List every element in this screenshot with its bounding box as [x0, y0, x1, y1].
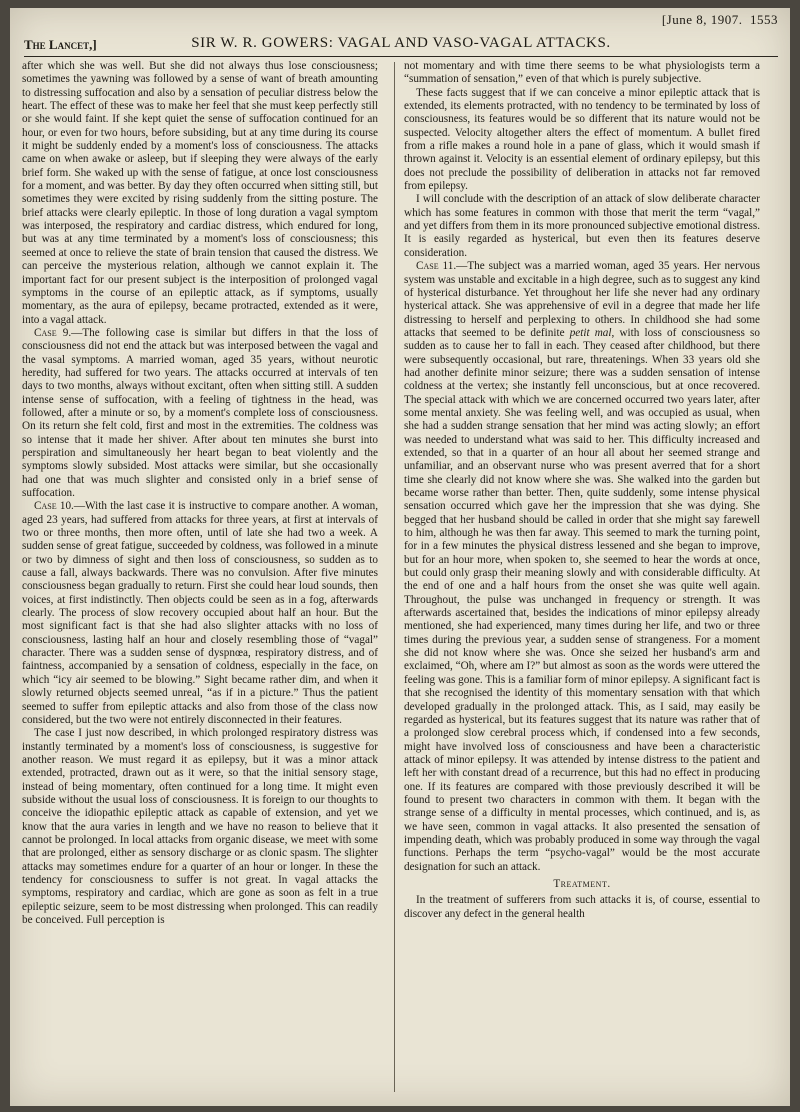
paragraph: not momentary and with time there seems to be what physiologists term a “summation of sensation,” even of that which is purely subjective.	[404, 60, 760, 86]
case-9-paragraph	[22, 327, 378, 500]
running-title: SIR W. R. GOWERS: VAGAL AND VASO-VAGAL ATTACKS.	[191, 35, 611, 51]
issue-date: [June 8, 1907.	[661, 12, 743, 27]
paragraph: I will conclude with the description of an attack of slow deliberate character which has some features in common with those that merit the term “vagal,” and yet differs from them in its more pronounced subjective emotional distress. It is easily regarded as hysterical, but even then its features deserve consideration.	[404, 193, 760, 259]
section-heading: Treatment.	[553, 877, 611, 890]
case-label: Case 9.	[34, 326, 72, 339]
right-column	[404, 60, 760, 1100]
case-label: Case 10.	[34, 500, 74, 513]
italic-term: petit mal	[569, 326, 612, 339]
paragraph: These facts suggest that if we can conceive a minor epileptic attack that is extended, its elements protracted, with no tendency to be terminated by loss of consciousness, its features would be so different that its nature would not be suspected. Velocity altogether alters the effect of momentum. A bullet fired from a rifle makes a round hole in a pane of glass, which it would smash if thrown against it. Velocity is an essential element of ordinary epilepsy, but this does not preclude the possibility of deliberation in attacks not far removed from epilepsy.	[404, 86, 760, 193]
case-11-paragraph	[404, 260, 760, 874]
case-text: —The subject was a married woman, aged 35 years. Her nervous system was unstable and excitable in a high degree, such as to suggest any kind of hysterical disturbance. Yet throughout her life she never had any ordinary hysterical attack. She was apprehensive of evil in a degree that made her life distressing to herself and perplexing to others. In childhood she had some attacks that seemed to be definite	[404, 260, 760, 339]
running-head	[24, 34, 778, 57]
case-10-paragraph	[22, 500, 378, 727]
page-top-line	[24, 12, 778, 32]
paragraph: In the treatment of sufferers from such attacks it is, of course, essential to discover any defect in the general health	[404, 894, 760, 920]
case-text: —The following case is similar but differs in that the loss of consciousness did not end the attack but was interposed between the vagal and the vasal symptoms. A married woman, aged 35 years, without neurotic heredity, had suffered for two years. The attacks occurred at intervals of ten days to two months, always without excitant, often when sitting still. A sudden intense sense of suffocation, with a feeling of tightness in the head, was followed, after a minute or so, by a moment's complete loss of consciousness. On its return she felt cold, first and most in the extremities. The coldness was so intense that it made her shiver. After about ten minutes she burst into perspiration and simultaneously her heart began to beat violently and the symptoms slowly subsided. Most attacks were similar, but she occasionally had one that was much slighter and consisted only in a brief sense of suffocation.	[22, 326, 378, 499]
paragraph: The case I just now described, in which prolonged respiratory distress was instantly terminated by a moment's loss of consciousness, is suggestive for another reason. We must regard it as epilepsy, but it was a minor attack extended, protracted, drawn out as it were, so that the initial sensory stage, instead of being momentary, often continued for a long time. It might even subside without the usual loss of consciousness. It is foreign to our thoughts to conceive the idiopathic epileptic attack as capable of extension, and yet we know that the aura varies in length and we have no reason to believe that it cannot be prolonged. In local attacks from organic disease, we meet with some that are prolonged, either as sensory discharge or as clonic spasm. The slighter attacks may sometimes endure for a quarter of an hour or longer. In these the tendency for consciousness to suffer is not great. In vagal attacks the symptoms, respiratory and cardiac, which are gone as soon as felt in a true epileptic seizure, seem to be most distressing when prolonged. This can readily be conceived. Full perception is	[22, 727, 378, 926]
case-text: —With the last case it is instructive to compare another. A woman, aged 23 years, had suffered from attacks for three years, at first at intervals of two or three months, then more often, until of late she had two a week. A sudden sense of great fatigue, succeeded by coldness, was followed in a minute or two by dimness of sight and then loss of consciousness, so sudden as to cause a fall, always backwards. There was no convulsion. After five minutes consciousness began gradually to return. First she could hear loud sounds, then voices, at first indistinctly. Then objects could be seen as in a fog, afterwards clearly. The process of slow recovery occupied about half an hour. But the most significant fact is that she had also slighter attacks with no loss of consciousness, lasting half an hour and closely resembling those of “vagal” character. There was a sudden sense of dyspnœa, respiratory distress, and of faintness, accompanied by a sensation of coldness, especially in the face, on which “icy air seemed to be blowing.” Sight became rather dim, and when it slowly returned objects seemed unreal, “as if in a picture.” Thus the patient seemed to suffer from epileptic attacks and also from those of the class now considered, but the two were not entirely disconnected in their features.	[22, 500, 378, 726]
page-number: 1553	[750, 12, 778, 27]
case-label: Case 11.	[416, 260, 457, 273]
issue-date-and-page	[662, 12, 778, 28]
journal-name: The Lancet,]	[24, 37, 97, 52]
journal-page	[10, 8, 790, 1106]
column-rule	[394, 62, 395, 1092]
left-column	[22, 60, 378, 1100]
case-text: , with loss of consciousness so sudden as to cause her to fall in each. They ceased after childhood, but there were subsequently occasional, but rare, threatenings. When 33 years old she had another definite minor seizure; there was a sudden sensation of intense coldness at the vertex; she instantly fell unconscious, but at once recovered. The special attack with which we are concerned occurred two years later, after some mental anxiety. She was feeling well, and was occupied as usual, when she had a sudden strange sensation that her mind was acting slowly; an effort was needed to understand what was said to her. This difficulty increased and extended, so that in a quarter of an hour all about her seemed strange and unfamiliar, and an observant nurse who was present averred that for a short time she clearly did not know where she was. She walked into the garden but became worse rather than better. Then, quite suddenly, some intense physical sensation occurred which gave her the impression that she was dying. She begged that her husband should be called in order that she might say farewell to him, although he was then far away. This seemed to mark the turning point, for in a few minutes the physical distress lessened and she began to improve, but for an hour more, when spoken to, she seemed to hear the words at once, but could only grasp their meaning slowly and with considerable difficulty. At the end of one and a half hours from the onset she was quite well again. Throughout, the pulse was unchanged in frequency or strength. It was afterwards ascertained that, besides the indications of minor epilepsy already mentioned, she had experienced, many times during her life, and two or three times during the previous year, a sudden sense of strangeness. For a moment she did not know where she was. Once she seized her husband's arm and exclaimed, “Oh, where am I?” but almost as soon as the words were uttered the feeling was gone. This is a familiar form of minor epilepsy. A significant fact is that she recognised the identity of this momentary sensation with that which developed gradually in the prolonged attack. This, as I said, may easily be regarded as hysterical, but its features suggest that its nature was rather that of a prolonged slow cerebral process which, if condensed into a few seconds, might have involved loss of consciousness and have been a characteristic attack of minor epilepsy. It was attended by intense distress to the patient and left her with constant dread of a recurrence, but this had no effect in producing one. If its features are compared with those previously described it will be found to present two characters in common with them. It began with the strange sense of a difficulty in mental processes, which continued, and is, as we have seen, common in vagal attacks. It also presented the sensation of impending death, which was probably produced in some way through the vagal functions. Perhaps the term “psycho-vagal” would be the most accurate designation for such an attack.	[404, 326, 760, 873]
paragraph: after which she was well. But she did not always thus lose consciousness; sometimes the yawning was followed by a sense of want of breath amounting to distressing suffocation and also by a sensation of peculiar distress below the heart. The effect of these was to make her feel that she must keep perfectly still or she would faint. If she kept quiet the sense of suffocation continued for an hour, or even for two hours, before subsiding, but at any time during its course it might be suddenly ended by a moment's loss of consciousness. The attacks came on when awake or asleep, but if sleeping they were always of the early brief form. She waked up with the sense of fatigue, at once lost consciousness for a moment, and was better. By day they often occurred when sitting still, but sometimes they were excited by rising suddenly from the sitting posture. The brief attacks were clearly epileptic. In those of long duration a vagal symptom was interposed, the respiratory and cardiac distress, which endured for long, but was at any time terminated by a moment's loss of consciousness; this seemed at once to relieve the state of brain tension that caused the distress. We can perceive the mysterious relation, although we cannot explain it. The important fact for our present subject is the interposition of prolonged vagal symptoms in the course of an epileptic attack, as if symptoms, usually momentary, as the aura of epilepsy, became protracted, extended as it were, into a vagal attack.	[22, 60, 378, 326]
